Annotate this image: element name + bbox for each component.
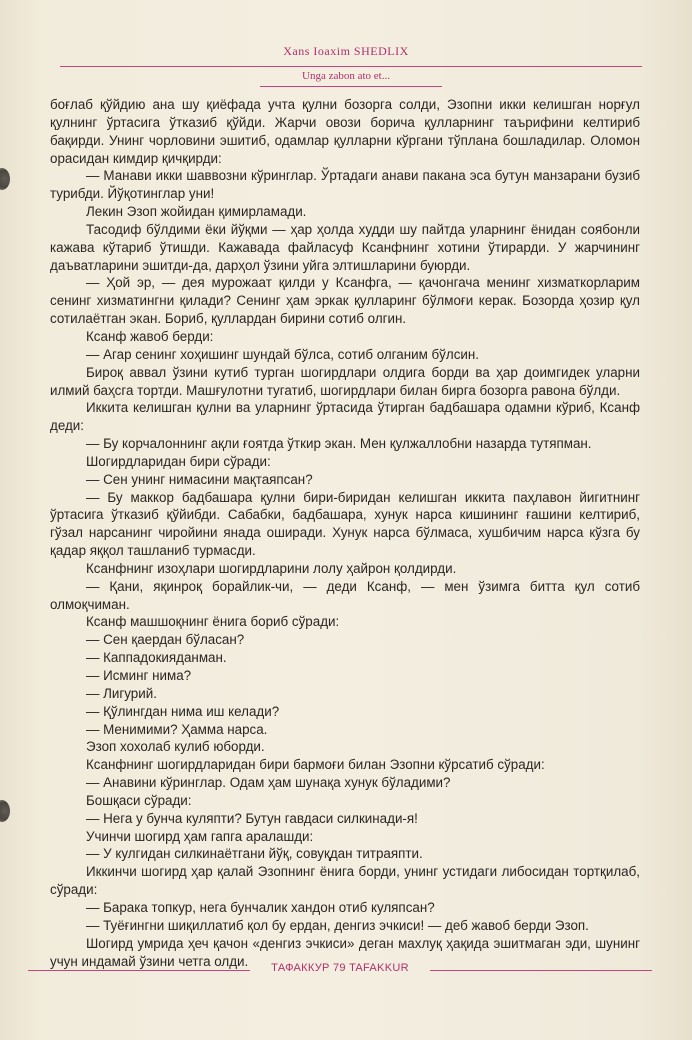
body-paragraph: Эзоп хохолаб кулиб юборди. [86, 739, 265, 755]
header-rule [60, 66, 642, 67]
punch-hole [0, 800, 10, 822]
page-footer [0, 960, 692, 980]
subtitle-rule [260, 86, 442, 87]
body-paragraph: Ксанф машшоқнинг ёнига бориб сўради: [86, 614, 340, 630]
body-paragraph: Бошқаси сўради: [86, 792, 192, 808]
dialogue-line: — Каппадокияданман. [86, 650, 227, 666]
body-paragraph: Шогирд умрида ҳеч қачон «денгиз эчкиси» деган махлуқ ҳақида эшитмаган эди, шунинг учун индамай ўзини четга олди. [50, 935, 640, 969]
body-paragraph: Учинчи шогирд ҳам гапга аралашди: [86, 828, 314, 844]
body-paragraph: Иккита келишган қулни ва уларнинг ўртасида ўтирган бадбашара одамни кўриб, Ксанф деди: [50, 400, 640, 434]
page-number-label: ТАФАККУР 79 TAFAKKUR [271, 962, 409, 974]
dialogue-line: — Агар сенинг хоҳишинг шундай бўлса, сотиб олганим бўлсин. [86, 346, 479, 362]
dialogue-line: — Манави икки шаввозни кўринглар. Ўртадаги анави пакана эса бутун манзарани бузиб турибди. Йўқотинглар уни! [50, 168, 640, 202]
dialogue-line: — У кулгидан силкинаётгани йўқ, совуқдан титраяпти. [86, 846, 423, 862]
footer-rule-right [430, 970, 652, 971]
body-paragraph: боғлаб қўйдию ана шу қиёфада учта қулни бозорга солди, Эзопни икки келишган норғул қулнинг ўртасига ўтказиб қўйди. Жарчи овози борича қулларнинг таърифини келтириб бақирди. Унинг чорловини эшитиб, одамлар қулларни кўргани тўплана бошладилар. Оломон орасидан кимдир қичқирди: [50, 97, 640, 166]
dialogue-line: — Қани, яқинроқ борайлик-чи, — деди Ксанф, — мен ўзимга битта қул сотиб олмоқчиман. [50, 578, 640, 612]
body-paragraph: Тасодиф бўлдими ёки йўқми — ҳар ҳолда худди шу пайтда уларнинг ёнидан соябонли кажава кўтариб ўтишди. Кажавада файласуф Ксанфнинг хотини ўтирарди. У жарчининг даъватларини эшитди-да, дарҳол ўзини уйга элтишларини буюрди. [50, 221, 640, 273]
body-paragraph: Ксанф жавоб берди: [86, 328, 214, 344]
page-header [0, 42, 692, 60]
body-paragraph: Бироқ аввал ўзини кутиб турган шогирдлари олдига борди ва ҳар доимгидек уларни илмий баҳсга тортди. Машғулотни тугатиб, шогирдлари билан бирга бозорга равона бўлди. [50, 364, 640, 398]
author-name: Xans Ioaxim SHEDLIX [283, 44, 409, 58]
dialogue-line: — Бу корчалоннинг ақли ғоятда ўткир экан. Мен қулжаллобни назарда тутяпман. [86, 436, 592, 452]
dialogue-line: — Ҳой эр, — дея мурожаат қилди у Ксанфга, — қачонгача менинг хизматкорларим сенинг хизматингни қилади? Сенинг ҳам эркак қулларинг бўлмоғи керак. Бозорда ҳозир қул сотилаётган экан. Бориб, қуллардан бирини сотиб олгин. [50, 275, 640, 327]
dialogue-line: — Нега у бунча куляпти? Бутун гавдаси силкинади-я! [86, 810, 418, 826]
running-title: Unga zabon ato et... [302, 70, 390, 82]
punch-hole [0, 168, 10, 190]
dialogue-line: — Лигурий. [86, 685, 157, 701]
dialogue-line: — Қўлингдан нима иш келади? [86, 703, 280, 719]
dialogue-line: — Менимими? Ҳамма нарса. [86, 721, 268, 737]
body-paragraph: Ксанфнинг шогирдларидан бири бармоғи билан Эзопни кўрсатиб сўради: [86, 757, 545, 773]
dialogue-line: — Сен қаердан бўласан? [86, 632, 245, 648]
dialogue-line: — Туёғингни шиқиллатиб қол бу ердан, денгиз эчкиси! — деб жавоб берди Эзоп. [86, 917, 589, 933]
body-paragraph: Шогирдларидан бири сўради: [86, 453, 271, 469]
footer-rule-left [28, 970, 250, 971]
dialogue-line: — Бу маккор бадбашара қулни бири-биридан келишган иккита паҳлавон йигитнинг ўртасига ўтказиб қўйибди. Сабабки, бадбашара, хунук нарса кишининг ғашини келтириб, гўзал нарсанинг чиройини янада оширади. Хунук нарса бўлмаса, хушбичим нарса кўзга бу қадар яққол ташланиб турмасди. [50, 489, 640, 559]
body-paragraph: Лекин Эзоп жойидан қимирламади. [86, 204, 307, 220]
body-paragraph: Иккинчи шогирд ҳар қалай Эзопнинг ёнига борди, унинг устидаги либосидан тортқилаб, сўради: [50, 864, 640, 898]
body-paragraph: Ксанфнинг изоҳлари шогирдларини лолу ҳайрон қолдирди. [86, 560, 457, 576]
dialogue-line: — Исминг нима? [86, 668, 192, 683]
article-body [50, 96, 640, 970]
dialogue-line: — Анавини кўринглар. Одам ҳам шунақа хунук бўладими? [86, 775, 451, 791]
dialogue-line: — Сен унинг нимасини мақтаяпсан? [86, 471, 313, 487]
dialogue-line: — Барака топкур, нега бунчалик хандон отиб куляпсан? [86, 899, 435, 915]
